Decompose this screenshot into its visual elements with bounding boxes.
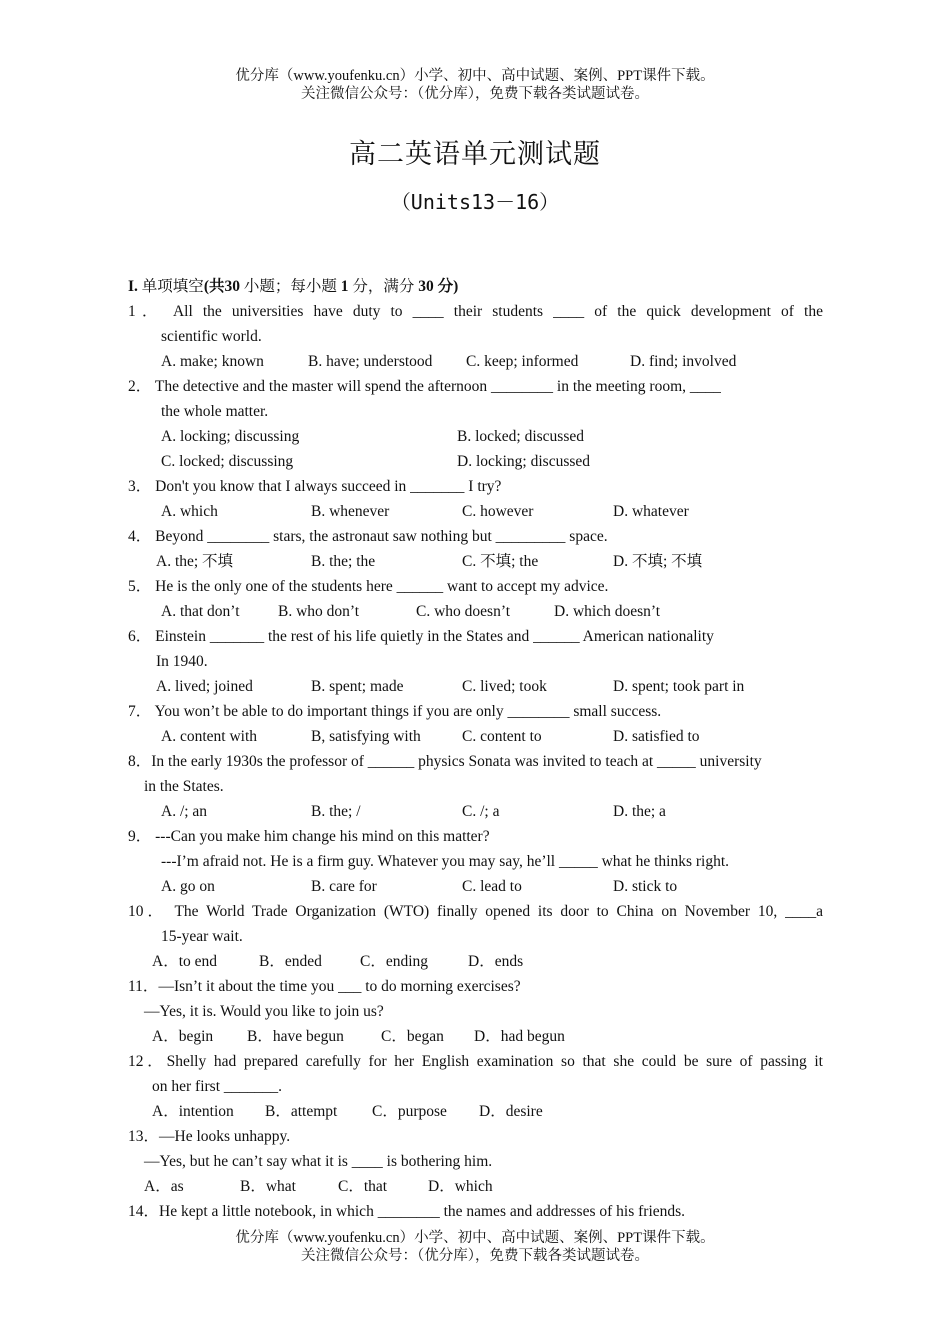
option-c: C. lived; took bbox=[462, 678, 547, 695]
question-number: 4． bbox=[128, 528, 152, 545]
option-d: D. find; involved bbox=[630, 353, 737, 370]
section-heading bbox=[128, 274, 823, 299]
option-a: A．to end bbox=[152, 953, 218, 970]
question-7 bbox=[128, 699, 823, 724]
option-c: C. /; a bbox=[462, 803, 500, 820]
question-continuation: in the States. bbox=[144, 778, 224, 795]
option-a: A. content with bbox=[161, 728, 257, 745]
option-a: A. /; an bbox=[161, 803, 208, 820]
question-text: The detective and the master will spend the afternoon ________ in the meeting room, ____ bbox=[154, 378, 721, 395]
question-number: 5． bbox=[128, 578, 152, 595]
option-d: D．which bbox=[428, 1178, 493, 1195]
options-row bbox=[128, 549, 823, 574]
options-row bbox=[128, 724, 823, 749]
option-d: D. spent; took part in bbox=[613, 678, 745, 695]
question-number: 1． bbox=[128, 303, 164, 320]
section-number: I. bbox=[128, 278, 138, 295]
options-row bbox=[128, 499, 823, 524]
option-b: B. have; understood bbox=[308, 353, 433, 370]
section-n2: 1 bbox=[340, 278, 349, 295]
options-row bbox=[128, 449, 823, 474]
option-a: A．as bbox=[144, 1178, 184, 1195]
options-row bbox=[128, 349, 823, 374]
question-number: 9． bbox=[128, 828, 152, 845]
question-10 bbox=[128, 899, 823, 924]
option-d: D. 不填; 不填 bbox=[613, 553, 703, 570]
option-c: C. locked; discussing bbox=[161, 453, 294, 470]
question-13 bbox=[128, 1124, 823, 1149]
option-b: B．attempt bbox=[265, 1103, 338, 1120]
option-c: C. lead to bbox=[462, 878, 522, 895]
question-number: 2． bbox=[128, 378, 152, 395]
question-8 bbox=[128, 749, 823, 774]
question-text: He kept a little notebook, in which ________ the names and addresses of his friends. bbox=[159, 1203, 686, 1220]
question-3 bbox=[128, 474, 823, 499]
option-d: D. the; a bbox=[613, 803, 666, 820]
question-text: You won’t be able to do important things if you are only ________ small success. bbox=[154, 703, 662, 720]
question-5 bbox=[128, 574, 823, 599]
option-a: A. locking; discussing bbox=[161, 428, 300, 445]
question-1 bbox=[128, 299, 823, 324]
question-number: 6． bbox=[128, 628, 152, 645]
option-c: C．purpose bbox=[372, 1103, 447, 1120]
question-text: —Isn’t it about the time you ___ to do morning exercises? bbox=[158, 978, 521, 995]
question-continuation: —Yes, but he can’t say what it is ____ is bothering him. bbox=[144, 1153, 493, 1170]
option-b: B. the; / bbox=[311, 803, 361, 820]
option-b: B．ended bbox=[259, 953, 322, 970]
question-text: In the early 1930s the professor of ______ physics Sonata was invited to teach at _____ university bbox=[151, 753, 762, 770]
option-c: C. content to bbox=[462, 728, 542, 745]
question-number: 8． bbox=[128, 753, 152, 770]
question-text: All the universities have duty to ____ their students ____ of the quick development of the bbox=[172, 303, 823, 320]
option-d: D. whatever bbox=[613, 503, 689, 520]
option-c: C．that bbox=[338, 1178, 388, 1195]
option-d: D. which doesn’t bbox=[554, 603, 661, 620]
options-row bbox=[128, 424, 823, 449]
section-detail-c: 分，满分 bbox=[352, 278, 415, 295]
section-detail-b: 小题；每小题 bbox=[243, 278, 337, 295]
question-number: 7． bbox=[128, 703, 152, 720]
question-list bbox=[128, 274, 823, 1224]
question-text: Shelly had prepared carefully for her English examination so that she could be sure of passing it bbox=[166, 1053, 823, 1070]
option-a: A．begin bbox=[152, 1028, 214, 1045]
question-number: 14． bbox=[128, 1203, 160, 1220]
question-9 bbox=[128, 824, 823, 849]
option-c: C. however bbox=[462, 503, 534, 520]
option-b: B. who don’t bbox=[278, 603, 360, 620]
question-continuation: on her first _______. bbox=[152, 1078, 283, 1095]
question-continuation: 15-year wait. bbox=[161, 928, 243, 945]
question-number: 10． bbox=[128, 903, 167, 920]
question-4 bbox=[128, 524, 823, 549]
option-d: D. stick to bbox=[613, 878, 678, 895]
header-line-1: 优分库（www.youfenku.cn）小学、初中、高中试题、案例、PPT课件下载。 bbox=[235, 68, 715, 84]
options-row bbox=[128, 599, 823, 624]
question-text: Einstein _______ the rest of his life quietly in the States and ______ American nationality bbox=[155, 628, 714, 645]
option-b: B, satisfying with bbox=[311, 728, 421, 745]
footer-line-1: 优分库（www.youfenku.cn）小学、初中、高中试题、案例、PPT课件下载。 bbox=[235, 1230, 715, 1246]
option-c: C．ending bbox=[360, 953, 429, 970]
section-n3: 30 bbox=[418, 278, 434, 295]
page-footer bbox=[0, 1229, 950, 1265]
options-row bbox=[128, 1099, 823, 1124]
option-d: D. locking; discussed bbox=[457, 453, 591, 470]
options-row bbox=[128, 1024, 823, 1049]
option-a: A. that don’t bbox=[161, 603, 240, 620]
option-b: B. care for bbox=[311, 878, 377, 895]
option-b: B. locked; discussed bbox=[457, 428, 584, 445]
option-c: C. 不填; the bbox=[462, 553, 539, 570]
option-c: C. who doesn’t bbox=[416, 603, 511, 620]
option-d: D．ends bbox=[468, 953, 524, 970]
question-continuation: scientific world. bbox=[161, 328, 262, 345]
options-row bbox=[128, 874, 823, 899]
option-a: A. lived; joined bbox=[156, 678, 253, 695]
option-d: D．desire bbox=[479, 1103, 543, 1120]
option-b: B．what bbox=[240, 1178, 296, 1195]
option-a: A. go on bbox=[161, 878, 215, 895]
option-d: D．had begun bbox=[474, 1028, 565, 1045]
section-detail-a: (共 bbox=[203, 278, 225, 295]
option-b: B. whenever bbox=[311, 503, 390, 520]
section-label: 单项填空 bbox=[141, 278, 204, 295]
page-subtitle: （Units13－16） bbox=[390, 190, 560, 214]
question-number: 3． bbox=[128, 478, 152, 495]
page-title: 高二英语单元测试题 bbox=[349, 139, 601, 170]
question-6 bbox=[128, 624, 823, 649]
question-number: 11． bbox=[128, 978, 159, 995]
header-line-2: 关注微信公众号：（优分库），免费下载各类试题试卷。 bbox=[301, 86, 649, 102]
options-row bbox=[128, 799, 823, 824]
section-n1: 30 bbox=[224, 278, 240, 295]
question-number: 13． bbox=[128, 1128, 160, 1145]
question-text: Don't you know that I always succeed in _______ I try? bbox=[155, 478, 502, 495]
option-a: A．intention bbox=[152, 1103, 234, 1120]
options-row bbox=[128, 1174, 823, 1199]
question-continuation: In 1940. bbox=[156, 653, 208, 670]
question-text: —He looks unhappy. bbox=[159, 1128, 291, 1145]
options-row bbox=[128, 674, 823, 699]
option-c: C. keep; informed bbox=[466, 353, 579, 370]
question-text: ---Can you make him change his mind on this matter? bbox=[155, 828, 490, 845]
option-a: A. which bbox=[161, 503, 218, 520]
option-b: B. the; the bbox=[311, 553, 376, 570]
question-text: The World Trade Organization (WTO) finally opened its door to China on November 10, ____a bbox=[174, 903, 823, 920]
section-detail-d: 分) bbox=[437, 278, 459, 295]
option-d: D. satisfied to bbox=[613, 728, 700, 745]
option-a: A. make; known bbox=[161, 353, 264, 370]
question-text: He is the only one of the students here ______ want to accept my advice. bbox=[155, 578, 609, 595]
page-header bbox=[0, 67, 950, 103]
options-row bbox=[128, 949, 823, 974]
question-text: Beyond ________ stars, the astronaut saw nothing but _________ space. bbox=[155, 528, 608, 545]
option-b: B. spent; made bbox=[311, 678, 404, 695]
option-c: C．began bbox=[381, 1028, 444, 1045]
footer-line-2: 关注微信公众号：（优分库），免费下载各类试题试卷。 bbox=[301, 1248, 649, 1264]
question-continuation: the whole matter. bbox=[161, 403, 269, 420]
question-14 bbox=[128, 1199, 823, 1224]
option-a: A. the; 不填 bbox=[156, 553, 234, 570]
question-continuation: ---I’m afraid not. He is a firm guy. Whatever you may say, he’ll _____ what he thinks right. bbox=[161, 853, 730, 870]
question-2 bbox=[128, 374, 823, 399]
question-number: 12． bbox=[128, 1053, 167, 1070]
option-b: B．have begun bbox=[247, 1028, 344, 1045]
question-12 bbox=[128, 1049, 823, 1074]
question-11 bbox=[128, 974, 823, 999]
question-continuation: —Yes, it is. Would you like to join us? bbox=[144, 1003, 384, 1020]
